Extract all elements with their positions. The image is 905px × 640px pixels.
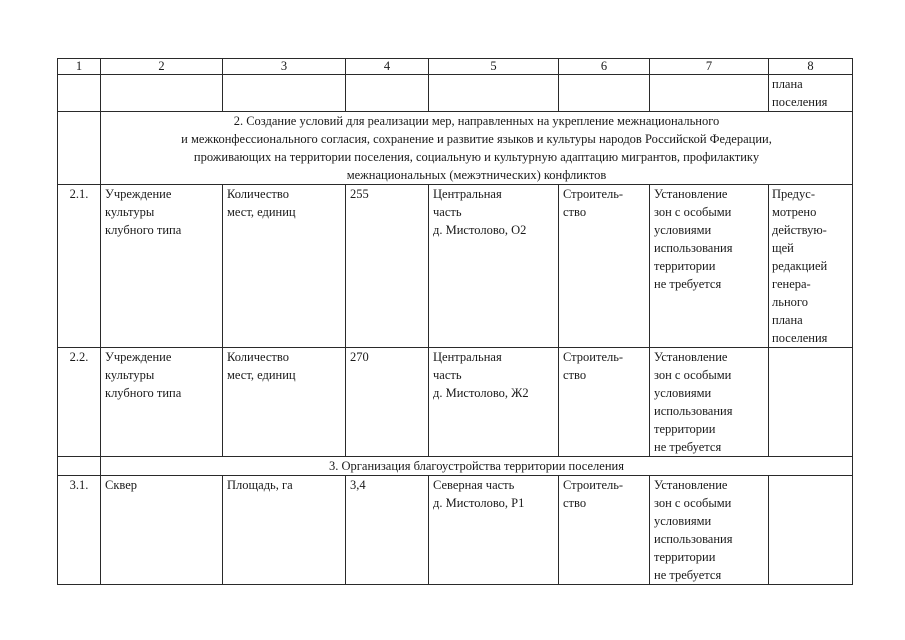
section-title: 2. Создание условий для реализации мер, направленных на укрепление межнационального и межконфессионального согласия, сохранение и развитие языков и культуры народов Российской Федерации, проживающих на территории поселения, социальную и культурную адаптацию мигрантов, профилактику межнациональных (межэтнических) конфликтов [101, 112, 853, 185]
empty-cell [650, 75, 769, 112]
carryover-row [58, 75, 853, 112]
empty-cell [346, 75, 429, 112]
empty-cell [58, 457, 101, 476]
zones-cell: Установление зон с особыми условиями использования территории не требуется [650, 476, 769, 585]
parameter-cell: Количество мест, единиц [223, 185, 346, 348]
parameter-cell: Площадь, га [223, 476, 346, 585]
zones-cell: Установление зон с особыми условиями использования территории не требуется [650, 348, 769, 457]
column-number: 1 [58, 59, 101, 75]
section-header-row [58, 457, 853, 476]
object-cell: Учреждение культуры клубного типа [101, 348, 223, 457]
zones-cell: Установление зон с особыми условиями использования территории не требуется [650, 185, 769, 348]
value-cell: 255 [346, 185, 429, 348]
column-number: 7 [650, 59, 769, 75]
section-header-row [58, 112, 853, 185]
value-cell: 3,4 [346, 476, 429, 585]
empty-cell [58, 75, 101, 112]
empty-cell [429, 75, 559, 112]
event-cell: Строитель- ство [559, 185, 650, 348]
table-row [58, 185, 853, 348]
note-cell: Предус- мотрено действую- щей редакцией генера- льного плана поселения [769, 185, 853, 348]
column-number: 3 [223, 59, 346, 75]
location-cell: Северная часть д. Мистолово, Р1 [429, 476, 559, 585]
note-cell: плана поселения [769, 75, 853, 112]
table-row [58, 348, 853, 457]
column-number: 2 [101, 59, 223, 75]
row-number: 2.1. [58, 185, 101, 348]
parameter-cell: Количество мест, единиц [223, 348, 346, 457]
column-number-row [58, 59, 853, 75]
value-cell: 270 [346, 348, 429, 457]
row-number: 3.1. [58, 476, 101, 585]
empty-cell [101, 75, 223, 112]
empty-cell [223, 75, 346, 112]
empty-cell [559, 75, 650, 112]
empty-cell [58, 112, 101, 185]
event-cell: Строитель- ство [559, 476, 650, 585]
section-title: 3. Организация благоустройства территории поселения [101, 457, 853, 476]
event-cell: Строитель- ство [559, 348, 650, 457]
object-cell: Сквер [101, 476, 223, 585]
location-cell: Центральная часть д. Мистолово, О2 [429, 185, 559, 348]
column-number: 4 [346, 59, 429, 75]
object-cell: Учреждение культуры клубного типа [101, 185, 223, 348]
column-number: 6 [559, 59, 650, 75]
column-number: 5 [429, 59, 559, 75]
table-row [58, 476, 853, 585]
note-cell [769, 348, 853, 457]
column-number: 8 [769, 59, 853, 75]
note-cell [769, 476, 853, 585]
row-number: 2.2. [58, 348, 101, 457]
location-cell: Центральная часть д. Мистолово, Ж2 [429, 348, 559, 457]
planning-table [57, 58, 853, 585]
